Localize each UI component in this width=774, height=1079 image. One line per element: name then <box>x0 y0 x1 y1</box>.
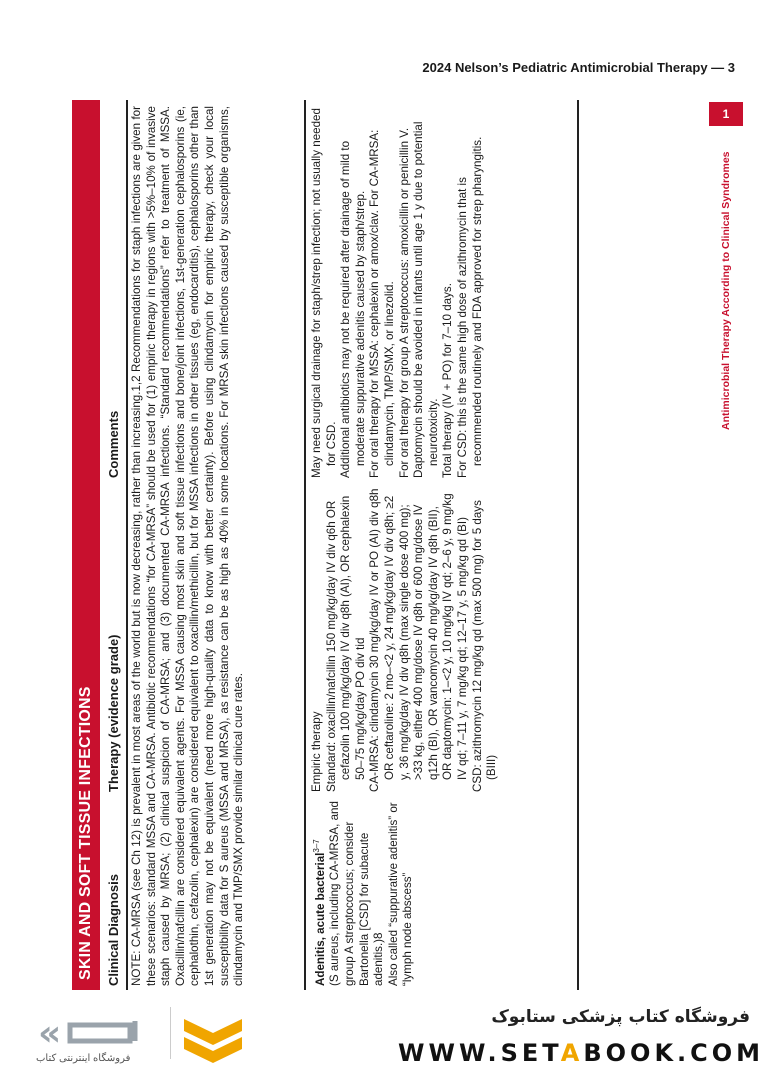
logo-divider <box>170 1007 171 1059</box>
column-header-comments: Comments <box>106 410 121 478</box>
comment-line: May need surgical drainage for staph/strep infection; not usually needed for CSD. <box>310 108 338 478</box>
comment-line: Total therapy (IV + PO) for 7–10 days. <box>441 283 455 478</box>
therapy-line: CSD: azithromycin 12 mg/kg qd (max 500 mg) for 5 days (BIII) <box>470 500 499 792</box>
comment-line: For CSD: this is the same high dose of azithromycin that is recommended routinely and FDA approved for strep pharyngitis. <box>455 136 484 478</box>
comment-line: Daptomycin should be avoided in infants until age 1 y due to potential neurotoxicity. <box>412 121 440 478</box>
logo-subtitle: فروشگاه اینترنتی کتاب <box>36 1053 131 1064</box>
column-header-diagnosis: Clinical Diagnosis <box>106 874 121 986</box>
url-part: WWW.SET <box>398 1039 561 1067</box>
therapy-line: Standard: oxacillin/nafcillin 150 mg/kg/day IV div q6h OR cefazolin 100 mg/kg/day IV div q8h (AI), OR cephalexin 50–75 mg/kg/day PO div tid <box>324 495 367 792</box>
row-divider <box>304 100 306 990</box>
comment-line: Additional antibiotics may not be required after drainage of mild to moderate suppurative adenitis caused by staph/strep. <box>339 140 367 478</box>
svg-text:«: « <box>38 1013 62 1054</box>
column-header-therapy: Therapy (evidence grade) <box>106 634 121 792</box>
comment-line: For oral therapy for MSSA: cephalexin or amox/clav. For CA-MRSA: clindamycin, TMP/SMX, or linezolid. <box>368 129 396 478</box>
diagnosis-line: (S aureus, including CA-MRSA, and group A streptococcus; consider Bartonella [CSD] for subacute adenitis.)8 <box>328 801 386 986</box>
diagnosis-line: Also called “suppurative adenitis” or “lymph node abscess” <box>386 802 415 986</box>
footer-banner <box>0 995 774 1079</box>
section-title: SKIN AND SOFT TISSUE INFECTIONS <box>72 100 100 990</box>
table-bottom-rule <box>577 100 579 990</box>
rotated-table <box>72 100 582 990</box>
rotated-table-area <box>72 100 582 990</box>
store-title: فروشگاه کتاب پزشکی ستابوک <box>491 1007 750 1027</box>
header-divider <box>126 100 128 990</box>
note-paragraph: NOTE: CA-MRSA (see Ch 12) is prevalent in most areas of the world but is now decreasing, rather than increasing.1,2 Recommendations for staph infections are given for these scenarios: standard MSSA and CA-MRSA. Antibiotic recommendations “for CA-MRSA” should be used for (1) empiric therapy in regions with >5%–10% of invasive staph caused by MRSA; (2) clinical suspicion of CA-MRSA; and (3) documented CA-MRSA infections. “Standard recommendations” refer to treatment of MSSA. Oxacillin/nafcillin are considered equivalent agents. For MSSA causing most skin and soft tissue infections and bone/joint infections, 1st-generation cephalosporins (ie, cephalothin, cefazolin, cephalexin) are considered equivalent to oxacillin/methicillin, but for MSSA infections in other tissues (eg, endocarditis), cephalosporins other than 1st generation may not be equivalent (need more high-quality data to know with better certainty). Before using clindamycin for empiric therapy, check your local susceptibility data for S aureus (MSSA and MRSA), as resistance can be as high as 40% in some locations. For MRSA skin infections caused by susceptible organisms, clindamycin and TMP/SMX provide similar clinical cure rates. <box>130 106 246 986</box>
url-part: BOOK.COM <box>583 1039 765 1067</box>
comments-cell <box>310 108 485 478</box>
chapter-tab: 1 <box>709 102 743 126</box>
diagnosis-title: Adenitis, acute bacterial <box>313 852 327 986</box>
url-accent: A <box>560 1039 584 1067</box>
book-stack-icon <box>178 1009 248 1069</box>
therapy-line: Empiric therapy <box>310 711 323 792</box>
diagnosis-cell <box>310 796 416 986</box>
side-title-text: Antimicrobial Therapy According to Clinical Syndromes <box>720 151 732 430</box>
store-url <box>398 1039 765 1067</box>
comment-line: For oral therapy for group A streptococcus: amoxicillin or penicillin V. <box>397 127 411 478</box>
running-head: 2024 Nelson’s Pediatric Antimicrobial Therapy — 3 <box>422 60 735 75</box>
diagnosis-refs: 3–7 <box>312 839 321 853</box>
therapy-line: CA-MRSA: clindamycin 30 mg/kg/day IV or PO (AI) div q8h OR ceftaroline: 2 mo–<2 y, 24 mg/kg/day IV div q8h; ≥2 y, 36 mg/kg/day IV div q8h (max single dose 400 mg); >33 kg, either 400 mg/dose IV q8h or 600 mg/dose IV q12h (BI), OR vancomycin 40 mg/kg/day IV q8h (BII), OR daptomycin: 1–<2 y, 10 mg/kg IV qd; 2–6 y, 9 mg/kg IV qd; 7–11 y, 7 mg/kg qd; 12–17 y, 5 mg/kg qd (BI) <box>368 488 469 792</box>
therapy-cell <box>310 487 500 792</box>
